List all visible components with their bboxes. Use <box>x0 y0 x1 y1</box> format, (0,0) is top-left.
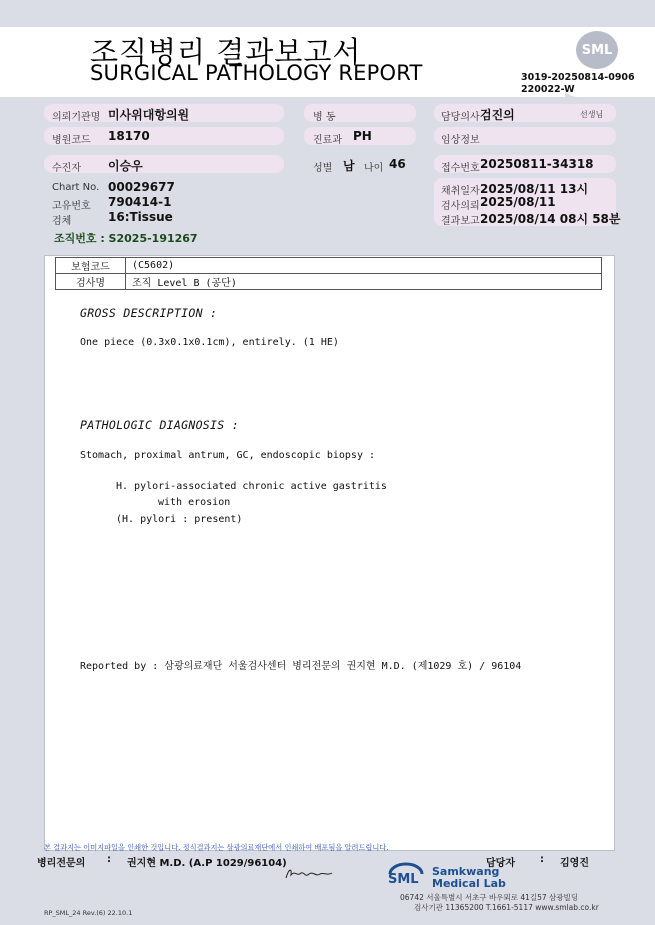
lab-contact-line: 검사기관 11365200 T.1661-5117 www.smlab.co.kr <box>414 903 599 912</box>
age-value: 46 <box>389 157 406 171</box>
diagnosis-line2: with erosion <box>158 497 231 508</box>
table-row <box>56 274 602 290</box>
hospital-code-label: 병원코드 <box>52 135 91 146</box>
reported-by: Reported by : 삼광의료재단 서울검사센터 병리전문의 권지현 M.D. (제1029 호) / 96104 <box>80 661 522 672</box>
report-number-line2: 220022-W <box>521 84 575 95</box>
ward-label: 병 동 <box>313 112 336 123</box>
unique-no-label: 고유번호 <box>52 201 91 212</box>
report-body <box>44 255 615 851</box>
department-label: 진료과 <box>313 135 342 146</box>
report-number <box>521 72 635 96</box>
title-korean: 조직병리 결과보고서 <box>90 35 362 69</box>
sex-value: 남 <box>343 159 355 173</box>
pathologist-label: 병리전문의 <box>37 858 86 869</box>
gross-text: One piece (0.3x0.1x0.1cm), entirely. (1 HE) <box>80 337 339 348</box>
samkwang-logo-text: SML <box>388 872 419 887</box>
doctor-value: 검진의 <box>480 108 515 122</box>
insurance-table <box>55 257 602 290</box>
sex-label: 성별 <box>313 163 333 174</box>
test-name-value: 조직 Level B (공단) <box>126 274 602 290</box>
clinical-info-label: 임상정보 <box>441 135 480 146</box>
receipt-label: 접수번호 <box>441 163 480 174</box>
chart-no-value: 00029677 <box>108 180 175 194</box>
print-notice: 본 결과지는 이미지파일을 인쇄한 것입니다. 정식결과지는 삼광의료재단에서 인쇄하여 배포됨을 알려드립니다. <box>44 843 389 852</box>
doctor-suffix: 선생님 <box>580 110 604 119</box>
table-row <box>56 258 602 274</box>
hospital-code-value: 18170 <box>108 129 150 143</box>
patient-value: 이승우 <box>108 159 143 173</box>
pathologist-colon: : <box>107 854 111 865</box>
signature-icon <box>283 866 335 882</box>
collection-value: 2025/08/11 13시 <box>480 182 589 196</box>
request-value: 2025/08/11 <box>480 195 556 209</box>
institution-value: 미사위대항의원 <box>108 108 190 122</box>
patient-label: 수진자 <box>52 163 81 174</box>
institution-label: 의뢰기관명 <box>52 112 101 123</box>
lab-name-line2: Medical Lab <box>432 877 506 890</box>
form-id: RP_SML_24 Rev.(6) 22.10.1 <box>44 909 133 917</box>
lab-name <box>432 866 506 890</box>
pathologist-name: 권지현 M.D. (A.P 1029/96104) <box>127 858 287 869</box>
request-label: 검사의뢰 <box>441 201 480 212</box>
receipt-value: 20250811-34318 <box>480 157 594 171</box>
lab-address-line: 06742 서울특별시 서초구 바우뫼로 41길57 삼광빌딩 <box>400 893 579 902</box>
unique-no-value: 790414-1 <box>108 195 172 209</box>
chart-no-label: Chart No. <box>52 182 100 193</box>
insurance-code-label: 보험코드 <box>56 258 126 274</box>
report-number-line1: 3019-20250814-0906 <box>521 72 635 83</box>
department-value: PH <box>353 129 372 143</box>
tissue-number: 조직번호 : S2025-191267 <box>54 232 198 245</box>
charge-colon: : <box>540 854 544 865</box>
doctor-label: 담당의사 <box>441 112 480 123</box>
insurance-code-value: (C5602) <box>126 258 602 274</box>
charge-name: 김영진 <box>560 858 589 869</box>
diagnosis-site: Stomach, proximal antrum, GC, endoscopic biopsy : <box>80 450 376 461</box>
test-name-label: 검사명 <box>56 274 126 290</box>
sml-logo: SML <box>576 31 618 69</box>
lab-name-line1: Samkwang <box>432 865 500 878</box>
result-label: 결과보고 <box>441 216 480 227</box>
title-english: SURGICAL PATHOLOGY REPORT <box>90 61 423 85</box>
diagnosis-heading: PATHOLOGIC DIAGNOSIS : <box>80 418 239 432</box>
charge-label: 담당자 <box>486 858 515 869</box>
lab-address <box>400 893 599 913</box>
gross-heading: GROSS DESCRIPTION : <box>80 306 218 320</box>
result-value: 2025/08/14 08시 58분 <box>480 212 621 226</box>
collection-label: 채취일자 <box>441 186 480 197</box>
age-label: 나이 <box>364 163 384 174</box>
diagnosis-line3: (H. pylori : present) <box>116 514 243 525</box>
specimen-label: 검체 <box>52 216 72 227</box>
specimen-value: 16:Tissue <box>108 210 173 224</box>
diagnosis-line1: H. pylori-associated chronic active gastritis <box>116 481 387 492</box>
